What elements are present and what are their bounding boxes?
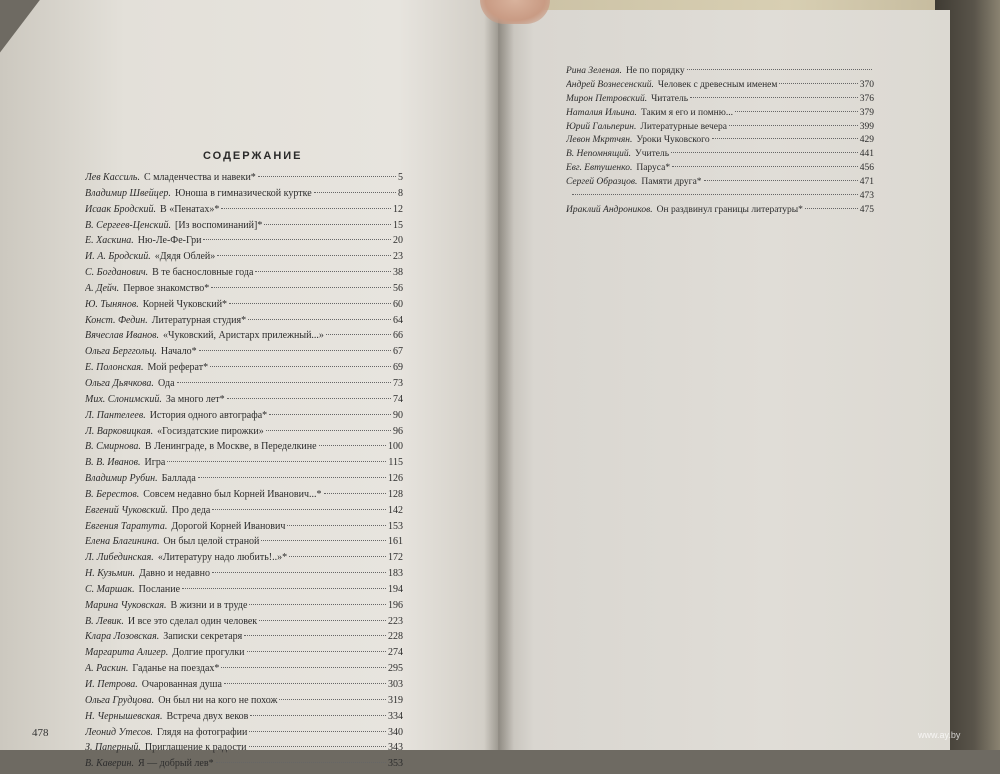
toc-leader-dots	[229, 303, 391, 304]
toc-entry-title: Гаданье на поездах*	[132, 663, 220, 675]
toc-entry-title: Начало*	[160, 346, 197, 358]
toc-entry-page: 475	[859, 204, 874, 215]
toc-leader-dots	[259, 620, 386, 621]
toc-entry-page: 319	[388, 694, 403, 706]
toc-entry-title: Очарованная душа	[141, 679, 222, 690]
toc-entry-title: Ню-Ле-Фе-Гри	[137, 235, 202, 247]
toc-entry-title: Приглашение к радости	[144, 742, 247, 754]
toc-entry-title: Корней Чуковский*	[142, 298, 228, 310]
toc-entry-author: Владимир Рубин.	[85, 473, 158, 485]
toc-entry-title: Послание	[138, 583, 181, 595]
toc-leader-dots	[326, 334, 391, 335]
toc-entry-title: Долгие прогулки	[172, 647, 245, 659]
toc-entry-author: З. Паперный.	[85, 742, 141, 754]
toc-entry	[85, 315, 403, 331]
toc-entry	[85, 172, 403, 188]
toc-entry-page: 429	[859, 135, 874, 146]
toc-leader-dots	[167, 461, 386, 462]
toc-entry-author: Клара Лозовская.	[85, 631, 160, 643]
toc-entry	[85, 235, 403, 251]
toc-entry	[85, 536, 403, 552]
toc-leader-dots	[249, 604, 386, 605]
toc-entry-page: 343	[388, 742, 403, 754]
toc-entry-author: В. Сергеев-Ценский.	[85, 219, 171, 231]
toc-entry-page: 5	[398, 172, 403, 183]
toc-leader-dots	[227, 398, 391, 399]
toc-entry	[85, 204, 403, 220]
toc-entry-page: 456	[859, 163, 874, 174]
toc-entry	[85, 457, 403, 473]
toc-entry	[85, 758, 403, 774]
toc-entry	[85, 267, 403, 283]
toc-entry-author: И. Петрова.	[85, 679, 138, 690]
toc-entry	[85, 188, 403, 204]
toc-leader-dots	[217, 255, 391, 256]
toc-entry-title: В «Пенатах»*	[160, 203, 220, 215]
toc-entry-title: За много лет*	[165, 393, 225, 405]
toc-entry-author: Мирон Петровский.	[566, 93, 648, 104]
toc-entry	[85, 441, 403, 457]
toc-entry-title: Мой реферат*	[147, 362, 209, 374]
toc-entry-page: 15	[393, 219, 403, 231]
toc-entry	[85, 330, 403, 346]
toc-leader-dots	[198, 477, 386, 478]
toc-entry-author: Рина Зеленая.	[566, 66, 622, 76]
toc-entry	[85, 742, 403, 758]
toc-entry-page: 38	[393, 267, 403, 279]
toc-entry-author: Н. Кузьмин.	[85, 568, 136, 580]
toc-entry-page: 74	[393, 393, 403, 405]
toc-leader-dots	[690, 97, 858, 98]
toc-entry-title: Литературная студия*	[151, 314, 247, 326]
toc-entry-author: Л. Пантелеев.	[85, 409, 146, 421]
toc-leader-dots	[221, 667, 386, 668]
book-gutter	[484, 0, 514, 750]
toc-entry-page: 471	[859, 177, 874, 188]
toc-entry-page: 66	[393, 330, 403, 342]
toc-leader-dots	[287, 525, 386, 526]
toc-entry-author: Конст. Федин.	[85, 314, 148, 326]
toc-entry-title: Ода	[157, 377, 175, 389]
watermark: www.ay.by	[918, 730, 961, 740]
toc-entry-page: 172	[388, 552, 403, 564]
toc-entry-title: Баллада	[161, 473, 196, 485]
toc-entry-title: Игра	[144, 457, 166, 469]
toc-entry-page: 115	[388, 457, 403, 469]
toc-leader-dots	[572, 194, 858, 195]
toc-entry-author: Ольга Берггольц.	[85, 346, 157, 358]
toc-entry-author: В. В. Иванов.	[85, 457, 141, 469]
toc-entry-title: Читатель	[651, 93, 689, 104]
toc-entry-author: А. Раскин.	[85, 663, 129, 675]
toc-entry-author: В. Непомнящий.	[566, 149, 632, 160]
toc-entry-title: Паруса*	[636, 163, 671, 174]
toc-leader-dots	[211, 287, 391, 288]
toc-entry-page: 295	[388, 663, 403, 675]
toc-leader-dots	[779, 83, 857, 84]
toc-entry-title: Он раздвинул границы литературы*	[656, 204, 803, 215]
toc-entry-page: 274	[388, 647, 403, 659]
toc-leader-dots	[279, 699, 386, 700]
toc-entry-title: Он был ни на кого не похож	[158, 694, 278, 706]
toc-entry-author: В. Смирнова.	[85, 441, 141, 453]
toc-entry	[566, 122, 874, 136]
toc-leader-dots	[805, 208, 858, 209]
toc-entry-title: С младенчества и навеки*	[143, 172, 256, 183]
toc-entry-page: 303	[388, 679, 403, 690]
toc-leader-dots	[216, 762, 386, 763]
toc-list-right	[566, 66, 874, 219]
toc-leader-dots	[289, 556, 386, 557]
toc-entry	[566, 94, 874, 108]
toc-leader-dots	[324, 493, 387, 494]
toc-entry-page: 153	[388, 520, 403, 532]
toc-entry-author: Сергей Образцов.	[566, 177, 638, 188]
toc-entry-page: 334	[388, 710, 403, 722]
toc-entry-page: 196	[388, 599, 403, 611]
toc-leader-dots	[729, 125, 858, 126]
toc-entry-author: Е. Хаскина.	[85, 235, 134, 247]
toc-entry-author: Ольга Грудцова.	[85, 694, 155, 706]
toc-leader-dots	[672, 166, 858, 167]
toc-entry	[85, 505, 403, 521]
toc-leader-dots	[199, 350, 391, 351]
toc-entry-page: 90	[393, 409, 403, 421]
toc-entry	[85, 378, 403, 394]
toc-entry	[85, 299, 403, 315]
toc-entry	[85, 346, 403, 362]
toc-entry-page: 60	[393, 298, 403, 310]
toc-entry-title: «Госиздатские пирожки»	[157, 425, 264, 437]
toc-entry-author: Евгений Чуковский.	[85, 504, 168, 516]
toc-entry	[85, 711, 403, 727]
toc-entry-title: Таким я его и помню...	[640, 107, 733, 118]
toc-entry	[566, 135, 874, 149]
toc-entry-author: Елена Благинина.	[85, 536, 160, 548]
toc-leader-dots	[247, 651, 386, 652]
toc-entry-title: Уроки Чуковского	[636, 135, 710, 146]
toc-leader-dots	[269, 414, 391, 415]
toc-entry	[85, 394, 403, 410]
toc-entry-author: Мих. Слонимский.	[85, 393, 162, 405]
toc-entry-title: Не по порядку	[625, 66, 685, 76]
toc-leader-dots	[249, 731, 386, 732]
toc-entry-page: 64	[393, 314, 403, 326]
toc-entry-page: 379	[859, 107, 874, 118]
toc-leader-dots	[258, 176, 396, 177]
toc-entry-author: Н. Чернышевская.	[85, 710, 163, 722]
toc-leader-dots	[248, 319, 391, 320]
toc-entry-page: 161	[388, 536, 403, 548]
toc-heading: СОДЕРЖАНИЕ	[203, 150, 303, 162]
toc-entry	[85, 283, 403, 299]
toc-entry-author: Л. Варковицкая.	[85, 425, 154, 437]
toc-entry-author: Ольга Дьячкова.	[85, 377, 154, 389]
toc-leader-dots	[210, 366, 391, 367]
toc-leader-dots	[264, 224, 391, 225]
toc-entry-author: Исаак Бродский.	[85, 203, 157, 215]
toc-entry-author: Вячеслав Иванов.	[85, 330, 160, 342]
toc-entry-title: В жизни и в труде	[170, 599, 248, 611]
toc-leader-dots	[212, 572, 386, 573]
toc-entry-page: 142	[388, 504, 403, 516]
toc-entry	[566, 163, 874, 177]
toc-entry-author: Марина Чуковская.	[85, 599, 167, 611]
toc-entry-page: 399	[859, 121, 874, 132]
toc-entry	[566, 149, 874, 163]
toc-entry-title: Первое знакомство*	[123, 282, 210, 294]
toc-leader-dots	[687, 69, 872, 70]
toc-entry-author: Андрей Вознесенский.	[566, 79, 654, 90]
toc-entry	[85, 473, 403, 489]
toc-entry-title: «Дядя Облей»	[154, 251, 216, 263]
toc-entry-title: Памяти друга*	[641, 177, 702, 188]
toc-leader-dots	[177, 382, 391, 383]
toc-entry-title: В те баснословные года	[152, 267, 254, 279]
toc-entry-title: «Литературу надо любить!..»*	[157, 552, 288, 564]
toc-entry-title: Давно и недавно	[139, 568, 210, 580]
toc-entry-page: 73	[393, 377, 403, 389]
toc-leader-dots	[212, 509, 386, 510]
toc-entry-author: Евгения Таратута.	[85, 520, 168, 532]
toc-entry-title: Про деда	[171, 504, 211, 516]
toc-entry-author: Юрий Гальперин.	[566, 121, 637, 132]
toc-leader-dots	[704, 180, 858, 181]
toc-entry-page: 194	[388, 583, 403, 595]
toc-entry	[85, 584, 403, 600]
toc-leader-dots	[203, 239, 391, 240]
toc-entry	[85, 426, 403, 442]
toc-entry-author: В. Берестов.	[85, 488, 140, 500]
toc-entry	[85, 521, 403, 537]
toc-entry-title: Глядя на фотографии	[156, 726, 248, 738]
toc-entry-title: Литературные вечера	[640, 121, 727, 132]
toc-entry-author: Владимир Швейцер.	[85, 187, 171, 199]
toc-entry-title: История одного автографа*	[149, 409, 268, 421]
toc-entry-page: 370	[859, 79, 874, 90]
toc-entry-page: 12	[393, 203, 403, 215]
toc-leader-dots	[261, 540, 386, 541]
toc-entry-title: Дорогой Корней Иванович	[171, 520, 286, 532]
toc-entry	[566, 66, 874, 80]
toc-entry-page: 67	[393, 346, 403, 358]
toc-leader-dots	[314, 192, 396, 193]
toc-entry-title: Совсем недавно был Корней Иванович...*	[143, 488, 322, 500]
toc-leader-dots	[249, 746, 386, 747]
toc-entry-author: Ю. Тынянов.	[85, 298, 139, 310]
toc-entry-page: 23	[393, 251, 403, 263]
toc-entry	[566, 80, 874, 94]
toc-entry-page: 353	[388, 758, 403, 770]
toc-entry-author: Е. Полонская.	[85, 362, 144, 374]
toc-entry-title: Я — добрый лев*	[138, 758, 214, 770]
toc-entry-page: 228	[388, 631, 403, 643]
toc-entry-title: В Ленинграде, в Москве, в Переделкине	[144, 441, 317, 453]
toc-entry	[85, 616, 403, 632]
toc-entry-title: Человек с древесным именем	[657, 79, 778, 90]
toc-entry-author: Л. Либединская.	[85, 552, 154, 564]
toc-entry-page: 69	[393, 362, 403, 374]
toc-entry-page: 8	[398, 187, 403, 199]
toc-entry-page: 183	[388, 568, 403, 580]
toc-entry	[566, 191, 874, 205]
toc-entry	[85, 727, 403, 743]
toc-entry	[566, 177, 874, 191]
toc-leader-dots	[182, 588, 386, 589]
toc-leader-dots	[735, 111, 858, 112]
toc-leader-dots	[244, 635, 386, 636]
toc-entry-author: И. А. Бродский.	[85, 251, 151, 263]
toc-entry-author: Маргарита Алигер.	[85, 647, 169, 659]
toc-leader-dots	[712, 138, 858, 139]
toc-entry-title: И все это сделал один человек	[127, 615, 258, 627]
toc-entry-page: 128	[388, 488, 403, 500]
toc-entry-author: В. Левик.	[85, 615, 124, 627]
toc-entry-title: «Чуковский, Аристарх прилежный...»	[163, 330, 324, 342]
toc-entry	[85, 679, 403, 695]
toc-entry	[566, 205, 874, 219]
toc-entry-author: А. Дейч.	[85, 282, 120, 294]
toc-leader-dots	[266, 430, 391, 431]
toc-entry-author: Леонид Утесов.	[85, 726, 153, 738]
toc-entry	[85, 251, 403, 267]
page-number: 478	[32, 727, 49, 739]
toc-entry-page: 20	[393, 235, 403, 247]
toc-entry-page: 340	[388, 726, 403, 738]
toc-entry-title: Он был целой страной	[163, 536, 260, 548]
toc-leader-dots	[671, 152, 858, 153]
toc-entry-page: 96	[393, 425, 403, 437]
toc-entry	[85, 220, 403, 236]
toc-entry-title: Записки секретаря	[163, 631, 243, 643]
toc-entry-author: Евг. Евтушенко.	[566, 163, 633, 174]
toc-leader-dots	[221, 208, 391, 209]
toc-entry-page: 223	[388, 615, 403, 627]
toc-entry-page: 473	[859, 191, 874, 202]
toc-entry-title: Юноша в гимназической куртке	[174, 187, 312, 199]
toc-entry-title: Встреча двух веков	[166, 710, 249, 722]
toc-list-left	[85, 172, 403, 774]
toc-entry	[566, 108, 874, 122]
toc-entry	[85, 647, 403, 663]
toc-entry	[85, 552, 403, 568]
toc-entry-author: Наталия Ильина.	[566, 107, 637, 118]
toc-entry-author: Левон Мкртчян.	[566, 135, 633, 146]
toc-entry-page: 56	[393, 282, 403, 294]
toc-entry	[85, 695, 403, 711]
toc-entry-page: 376	[859, 93, 874, 104]
toc-entry-author: Лев Кассиль.	[85, 172, 140, 183]
toc-leader-dots	[224, 683, 386, 684]
toc-entry-page: 126	[388, 473, 403, 485]
toc-entry	[85, 362, 403, 378]
toc-entry-author: Ираклий Андроников.	[566, 204, 653, 215]
toc-entry	[85, 631, 403, 647]
toc-entry	[85, 410, 403, 426]
toc-entry-author: В. Каверин.	[85, 758, 134, 770]
toc-entry-page: 100	[388, 441, 403, 453]
toc-entry-author: С. Маршак.	[85, 583, 135, 595]
toc-leader-dots	[319, 445, 386, 446]
toc-entry	[85, 600, 403, 616]
toc-leader-dots	[250, 715, 386, 716]
toc-entry	[85, 663, 403, 679]
toc-entry-title: Учитель	[635, 149, 670, 160]
toc-entry	[85, 489, 403, 505]
toc-leader-dots	[255, 271, 391, 272]
toc-entry-page: 441	[859, 149, 874, 160]
toc-entry-author: С. Богданович.	[85, 267, 149, 279]
toc-entry-title: [Из воспоминаний]*	[174, 219, 263, 231]
toc-entry	[85, 568, 403, 584]
